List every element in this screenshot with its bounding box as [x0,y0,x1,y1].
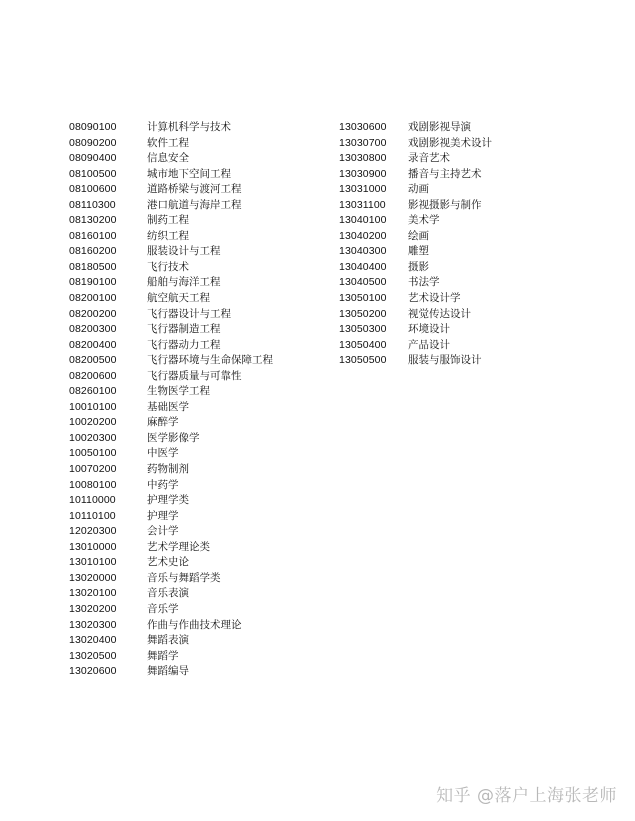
major-name: 计算机科学与技术 [147,121,231,133]
major-name: 飞行器动力工程 [147,338,221,351]
major-name: 舞蹈学 [147,649,179,662]
major-name: 中药学 [147,478,179,491]
major-code: 13010100 [69,556,117,569]
major-name: 基础医学 [147,400,189,413]
major-code: 10080100 [69,478,117,491]
major-name: 信息安全 [147,152,189,165]
major-name: 麻醉学 [147,416,179,429]
major-name: 软件工程 [147,136,189,149]
major-name: 戏剧影视美术设计 [408,136,492,149]
major-name: 雕塑 [408,245,429,258]
major-name: 会计学 [147,525,179,538]
major-code: 13020200 [69,602,117,615]
major-code: 08100500 [69,167,117,180]
major-name: 医学影像学 [147,431,200,444]
major-name: 产品设计 [408,338,450,351]
major-code: 08190100 [69,276,117,289]
major-code: 08200300 [69,323,117,336]
major-name: 护理学类 [147,494,189,507]
major-code: 13020000 [69,571,117,584]
major-name: 中医学 [147,447,179,460]
major-code: 10110100 [69,509,116,522]
major-name: 飞行器制造工程 [147,323,221,336]
major-name: 飞行器环境与生命保障工程 [147,354,273,367]
major-code: 08110300 [69,198,116,211]
major-code: 13040400 [339,260,387,273]
major-code: 08090200 [69,136,117,149]
major-name: 音乐表演 [147,587,189,600]
major-name: 飞行器质量与可靠性 [147,369,242,382]
major-code: 13020100 [69,587,117,600]
major-name: 航空航天工程 [147,292,210,305]
major-name: 环境设计 [408,323,450,336]
major-name: 服装设计与工程 [147,245,221,258]
major-code: 13040500 [339,276,387,289]
major-code: 13040100 [339,214,387,227]
major-code: 13020400 [69,634,117,647]
major-name: 生物医学工程 [147,385,210,398]
major-name: 城市地下空间工程 [147,167,231,180]
major-code: 10010100 [69,400,117,413]
major-name: 视觉传达设计 [408,307,471,320]
major-name: 摄影 [408,260,429,273]
major-code: 08200100 [69,292,117,305]
major-name: 飞行技术 [147,260,189,273]
major-code: 13050500 [339,354,387,367]
major-code: 08200500 [69,354,117,367]
major-name: 戏剧影视导演 [408,121,471,133]
major-code: 13030600 [339,121,387,133]
major-code: 08200200 [69,307,117,320]
major-code: 13010000 [69,540,117,553]
major-code: 08200400 [69,338,117,351]
major-name: 录音艺术 [408,152,450,165]
major-name: 音乐与舞蹈学类 [147,571,221,584]
major-code: 08180500 [69,260,117,273]
major-name: 药物制剂 [147,463,189,476]
major-code: 13050400 [339,338,387,351]
major-code: 13030800 [339,152,387,165]
major-name: 音乐学 [147,602,179,615]
major-code: 13020600 [69,665,117,678]
major-code: 08100600 [69,183,117,196]
major-name: 播音与主持艺术 [408,167,482,180]
major-code: 10020200 [69,416,117,429]
major-code: 10020300 [69,431,117,444]
major-name: 服装与服饰设计 [408,354,482,367]
major-code: 13040200 [339,229,387,242]
major-name: 制药工程 [147,214,189,227]
major-code: 10050100 [69,447,117,460]
major-code: 08090400 [69,152,117,165]
major-code: 13030700 [339,136,387,149]
major-name: 绘画 [408,229,429,242]
major-name: 船舶与海洋工程 [147,276,221,289]
watermark: 知乎 @落户上海张老师 [436,786,617,806]
major-name: 纺织工程 [147,229,189,242]
major-name: 飞行器设计与工程 [147,307,231,320]
major-name: 护理学 [147,509,179,522]
major-name: 美术学 [408,214,440,227]
major-code: 08160100 [69,229,117,242]
major-code: 08200600 [69,369,117,382]
major-name: 艺术学理论类 [147,540,210,553]
major-name: 舞蹈表演 [147,634,189,647]
major-code: 08090100 [69,121,117,133]
major-code: 10110000 [69,494,116,507]
major-name: 作曲与作曲技术理论 [147,618,242,631]
major-name: 动画 [408,183,429,196]
major-code: 13031000 [339,183,387,196]
major-code: 13050100 [339,292,387,305]
major-code: 13020300 [69,618,117,631]
major-code: 13031100 [339,198,386,211]
major-code: 13030900 [339,167,387,180]
major-name: 港口航道与海岸工程 [147,198,242,211]
major-code: 08160200 [69,245,117,258]
major-name: 舞蹈编导 [147,665,189,678]
major-code: 10070200 [69,463,117,476]
major-code: 12020300 [69,525,117,538]
major-name: 影视摄影与制作 [408,198,482,211]
major-name: 艺术设计学 [408,292,461,305]
major-code: 13050200 [339,307,387,320]
major-code: 13050300 [339,323,387,336]
major-code: 08130200 [69,214,117,227]
major-name: 艺术史论 [147,556,189,569]
major-name: 道路桥梁与渡河工程 [147,183,242,196]
major-code: 13040300 [339,245,387,258]
major-name: 书法学 [408,276,440,289]
major-code: 08260100 [69,385,117,398]
major-code: 13020500 [69,649,117,662]
